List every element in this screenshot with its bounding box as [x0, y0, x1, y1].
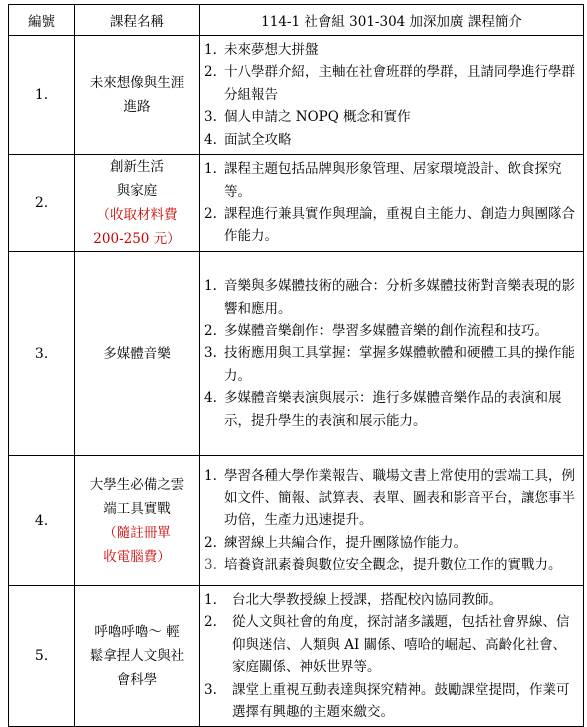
course-name — [75, 586, 200, 727]
course-description — [200, 456, 584, 586]
list-item: 1. 課程主題包括品牌與形象管理、居家環境設計、飲食探究等。 — [204, 161, 562, 200]
list-item: 3. 課堂上重視互動表達與探究精神。鼓勵課堂提問，作業可選擇有興趣的主題來繳交。 — [204, 681, 570, 721]
course-name-line: 多媒體音樂 — [103, 345, 171, 362]
fee-note: （收取材料費 — [96, 207, 178, 224]
course-name-line: 端工具實戰 — [103, 500, 171, 517]
course-description — [200, 36, 584, 155]
course-name-line: 鬆拿捏人文與社 — [89, 648, 185, 665]
list-item: 3. 個人申請之 NOPQ 概念和實作 — [204, 109, 411, 126]
list-item: 1. 台北大學教授線上授課，搭配校內協同教師。 — [204, 592, 502, 609]
course-name — [75, 36, 200, 155]
list-item: 2. 課程進行兼具實作與理論，重視自主能力、創造力與團隊合作能力。 — [204, 206, 575, 245]
list-item: 4. 面試全攻略 — [204, 131, 292, 148]
list-item: 3. 培養資訊素養與數位安全觀念，提升數位工作的實戰力。 — [204, 557, 562, 574]
course-number: 5. — [9, 586, 75, 727]
fee-note: 收電腦費） — [103, 548, 171, 565]
list-item: 1. 未來夢想大拼盤 — [204, 42, 319, 58]
course-number: 3. — [9, 252, 75, 456]
course-description — [200, 155, 584, 252]
table-row — [9, 36, 584, 155]
course-name — [75, 252, 200, 456]
header-desc: 114-1 社會組 301-304 加深加廣 課程簡介 — [200, 5, 584, 36]
course-description — [200, 586, 584, 727]
table-row — [9, 252, 584, 456]
course-name-line: 未來想像與生涯 — [89, 75, 185, 92]
course-name-line: 大學生必備之雲 — [89, 476, 185, 493]
header-no: 編號 — [9, 5, 75, 36]
course-name-line: 呼嚕呼嚕～ 輕 — [94, 624, 180, 641]
list-item: 3. 技術應用與工具掌握：掌握多媒體軟體和硬體工具的操作能力。 — [204, 345, 575, 384]
course-name-line: 會科學 — [116, 672, 158, 689]
course-table — [8, 4, 584, 727]
fee-note: 200-250 元） — [93, 231, 181, 248]
course-number: 4. — [9, 456, 75, 586]
list-item: 2. 多媒體音樂創作：學習多媒體音樂的創作流程和技巧。 — [204, 322, 548, 339]
list-item: 2. 練習線上共編合作，提升團隊協作能力。 — [204, 534, 467, 551]
list-item: 1. 音樂與多媒體技術的融合：分析多媒體技術對音樂表現的影響和應用。 — [204, 278, 575, 317]
header-name: 課程名稱 — [75, 5, 200, 36]
table-header-row — [9, 5, 584, 36]
course-name — [75, 155, 200, 252]
course-name-line: 進路 — [123, 99, 151, 116]
list-item: 1. 學習各種大學作業報告、職場文書上常使用的雲端工具，例如文件、簡報、試算表、表單、圖表和影音平台，讓您事半功倍，生產力迅速提升。 — [204, 467, 575, 529]
list-item: 2. 從人文與社會的角度，探討諸多議題，包括社會界線、信仰與迷信、人類與 AI 關係、嘻哈的崛起、高齡化社會、家庭關係、神妖世界等。 — [204, 614, 570, 676]
table-row — [9, 155, 584, 252]
list-item: 2. 十八學群介紹，主軸在社會班群的學群，且請同學進行學群分組報告 — [204, 64, 575, 103]
course-name — [75, 456, 200, 586]
course-name-line: 與家庭 — [116, 183, 158, 200]
table-row — [9, 456, 584, 586]
fee-note: （隨註冊單 — [103, 524, 171, 541]
table-row — [9, 586, 584, 727]
course-number: 2. — [9, 155, 75, 252]
list-item: 4. 多媒體音樂表演與展示：進行多媒體音樂作品的表演和展示，提升學生的表演和展示能力。 — [204, 390, 562, 429]
course-description — [200, 252, 584, 456]
course-name-line: 創新生活 — [110, 159, 164, 176]
course-number: 1. — [9, 36, 75, 155]
